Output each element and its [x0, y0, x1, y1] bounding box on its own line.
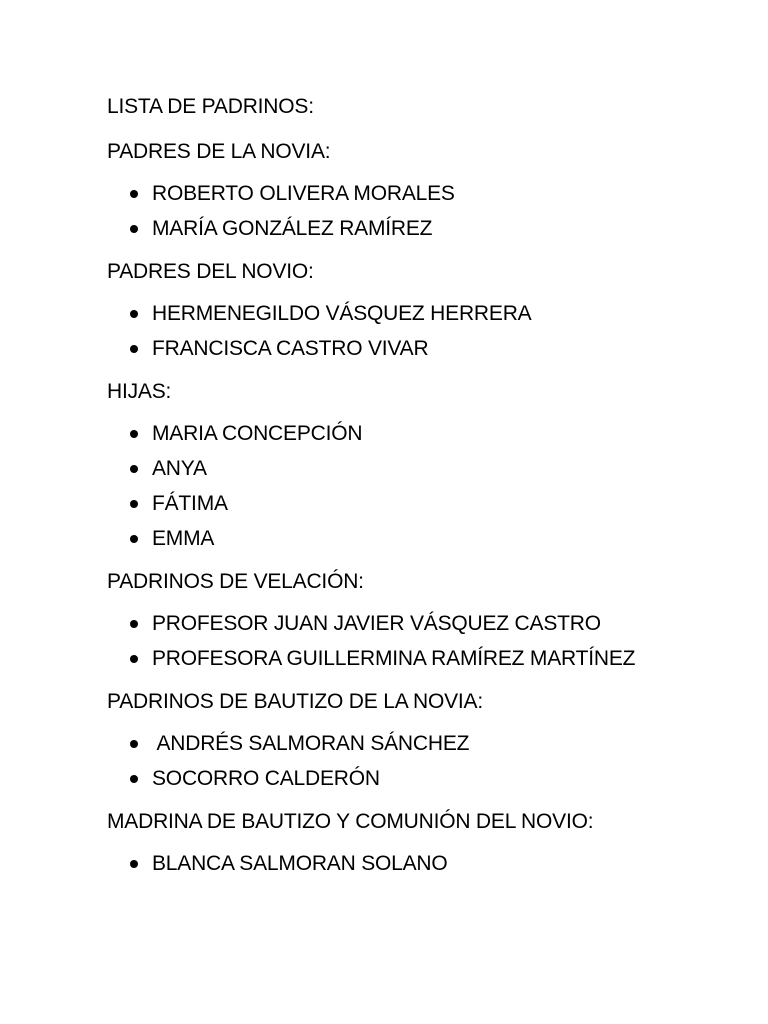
section-heading: MADRINA DE BAUTIZO Y COMUNIÓN DEL NOVIO:: [107, 810, 594, 833]
list-item-text: PROFESOR JUAN JAVIER VÁSQUEZ CASTRO: [152, 612, 601, 635]
bullet-icon: [130, 500, 138, 508]
list-item: [107, 179, 727, 214]
list-item-text: ANDRÉS SALMORAN SÁNCHEZ: [152, 732, 470, 755]
bullet-icon: [130, 465, 138, 473]
list-item: [107, 454, 727, 489]
section: [107, 567, 727, 679]
section: [107, 377, 727, 559]
list-item: [107, 644, 727, 679]
bullet-list: [107, 299, 727, 369]
bullet-list: [107, 179, 727, 249]
list-item: [107, 524, 727, 559]
bullet-icon: [130, 740, 138, 748]
document-body: [107, 92, 727, 892]
list-item-text: HERMENEGILDO VÁSQUEZ HERRERA: [152, 302, 532, 325]
section-heading: PADRES DEL NOVIO:: [107, 260, 314, 283]
list-item-text: MARÍA GONZÁLEZ RAMÍREZ: [152, 217, 433, 240]
document-title: LISTA DE PADRINOS:: [107, 95, 314, 118]
list-item-text: BLANCA SALMORAN SOLANO: [152, 852, 448, 875]
list-item: [107, 299, 727, 334]
bullet-icon: [130, 345, 138, 353]
list-item: [107, 419, 727, 454]
list-item-text: FRANCISCA CASTRO VIVAR: [152, 337, 429, 360]
list-item-text: ANYA: [152, 457, 207, 480]
bullet-list: [107, 419, 727, 559]
section: [107, 257, 727, 369]
list-item-text: MARIA CONCEPCIÓN: [152, 422, 363, 445]
list-item-text: SOCORRO CALDERÓN: [152, 767, 380, 790]
list-item-text: FÁTIMA: [152, 492, 228, 515]
bullet-icon: [130, 310, 138, 318]
section-heading: PADRINOS DE BAUTIZO DE LA NOVIA:: [107, 690, 483, 713]
section: [107, 137, 727, 249]
bullet-icon: [130, 430, 138, 438]
sections-container: [107, 137, 727, 884]
section-heading: PADRES DE LA NOVIA:: [107, 140, 331, 163]
list-item-text: ROBERTO OLIVERA MORALES: [152, 182, 455, 205]
bullet-icon: [130, 535, 138, 543]
section-heading: PADRINOS DE VELACIÓN:: [107, 570, 364, 593]
list-item: [107, 849, 727, 884]
list-item-text: PROFESORA GUILLERMINA RAMÍREZ MARTÍNEZ: [152, 647, 636, 670]
section: [107, 687, 727, 799]
bullet-icon: [130, 775, 138, 783]
list-item: [107, 489, 727, 524]
bullet-list: [107, 609, 727, 679]
bullet-icon: [130, 655, 138, 663]
bullet-icon: [130, 190, 138, 198]
bullet-icon: [130, 225, 138, 233]
bullet-list: [107, 729, 727, 799]
list-item: [107, 214, 727, 249]
list-item: [107, 609, 727, 644]
bullet-icon: [130, 860, 138, 868]
section: [107, 807, 727, 884]
list-item-text: EMMA: [152, 527, 215, 550]
list-item: [107, 764, 727, 799]
list-item: [107, 334, 727, 369]
section-heading: HIJAS:: [107, 380, 172, 403]
bullet-icon: [130, 620, 138, 628]
list-item: [107, 729, 727, 764]
bullet-list: [107, 849, 727, 884]
